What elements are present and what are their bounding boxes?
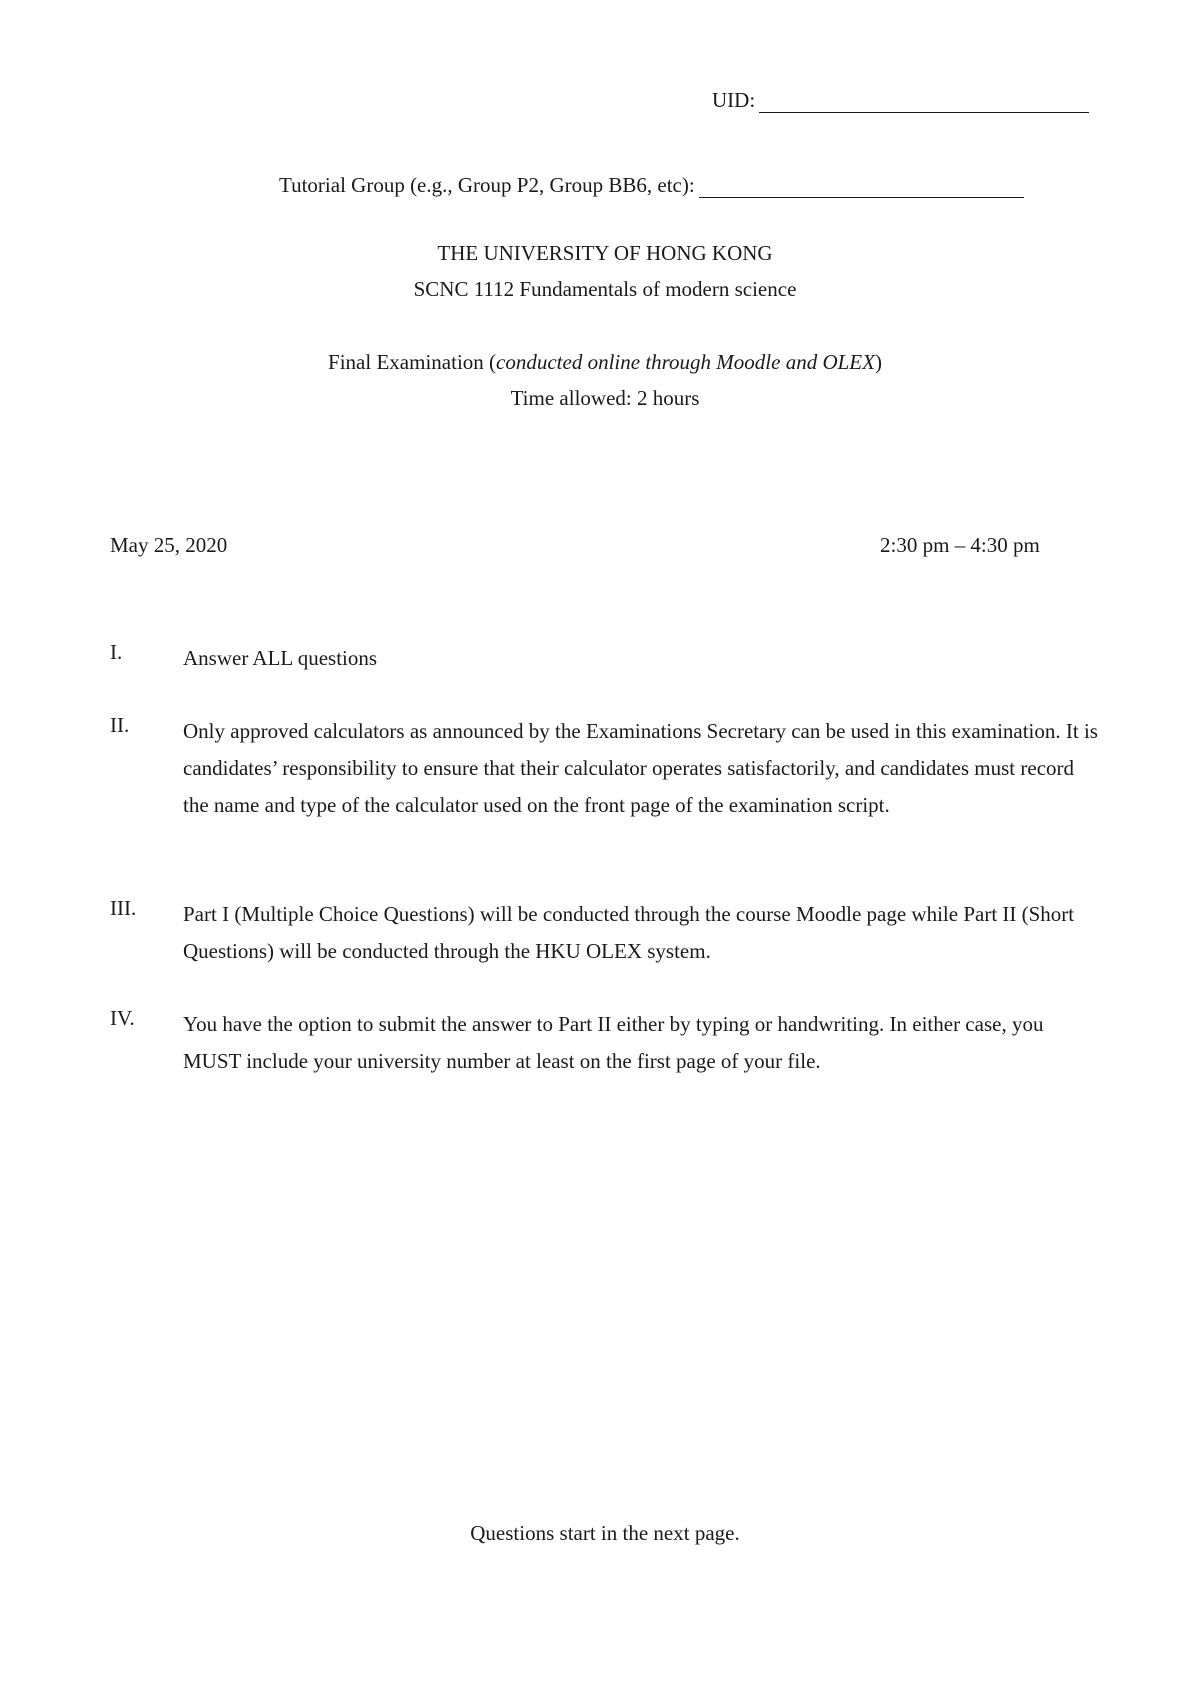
instruction-text: Part I (Multiple Choice Questions) will be conducted through the course Moodle page while Part II (Short Questions) will be conducted through the HKU OLEX system.: [183, 902, 1075, 963]
exam-title-prefix: Final Examination (: [328, 350, 497, 374]
footer-note: Questions start in the next page.: [470, 1521, 740, 1545]
instruction-text: You have the option to submit the answer to Part II either by typing or handwriting. In either case, you MUST include your university number at least on the first page of your file.: [183, 1012, 1044, 1073]
instruction-number: IV.: [110, 1006, 135, 1030]
uid-field: [712, 88, 1089, 113]
instruction-item: [110, 1006, 1110, 1082]
tutorial-group-blank-line: [699, 177, 1024, 198]
tutorial-group-field: [279, 173, 1024, 198]
uid-label: UID:: [712, 88, 756, 112]
instruction-number: I.: [110, 640, 123, 664]
exam-time: 2:30 pm – 4:30 pm: [880, 533, 1040, 557]
university-name: THE UNIVERSITY OF HONG KONG: [437, 241, 773, 265]
course-title: SCNC 1112 Fundamentals of modern science: [413, 277, 797, 301]
exam-title-suffix: ): [874, 350, 882, 374]
exam-title: [0, 350, 1200, 375]
instruction-number: II.: [110, 713, 130, 737]
instruction-text: Only approved calculators as announced by the Examinations Secretary can be used in this examination. It is candidates’ responsibility to ensure that their calculator operates satisfactorily, and candidates must record the name and type of the calculator used on the front page of the examination script.: [183, 719, 1098, 817]
instruction-item: [110, 640, 1110, 680]
instruction-item: [110, 713, 1110, 863]
tutorial-group-label: Tutorial Group (e.g., Group P2, Group BB6, etc):: [279, 173, 695, 197]
instruction-item: [110, 896, 1110, 972]
uid-blank-line: [759, 92, 1089, 113]
instruction-text: Answer ALL questions: [183, 646, 378, 670]
exam-delivery-note: conducted online through Moodle and OLEX: [496, 350, 875, 374]
exam-date: May 25, 2020: [110, 533, 228, 557]
instruction-number: III.: [110, 896, 137, 920]
time-allowed: Time allowed: 2 hours: [510, 386, 700, 410]
